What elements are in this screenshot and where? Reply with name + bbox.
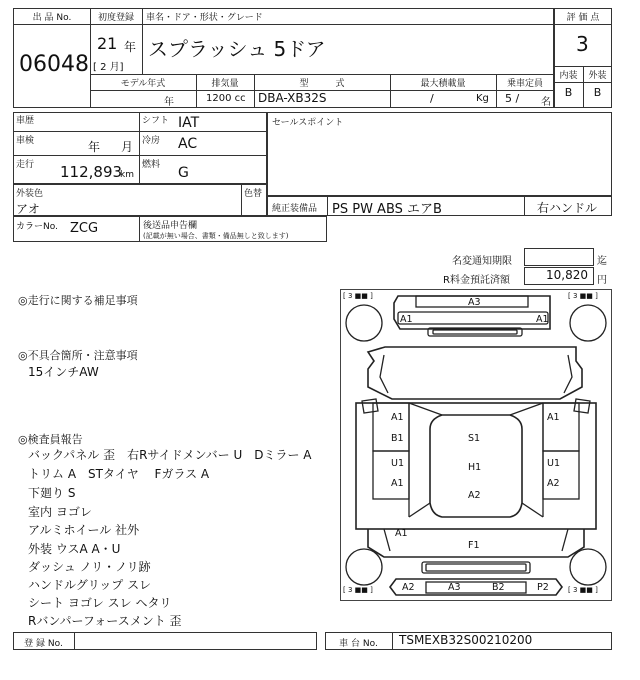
ac-label: 冷房 bbox=[142, 136, 161, 146]
mark-rear-bumper-3: B2 bbox=[492, 582, 505, 593]
capacity-value: 5 / bbox=[505, 92, 520, 105]
inspector-line: ハンドルグリップ スレ bbox=[28, 578, 152, 592]
chassis-label: 車 台 No. bbox=[339, 639, 378, 649]
corner-label-br: [ 3 ■■ ] bbox=[568, 586, 598, 594]
reg-year-unit: 年 bbox=[124, 40, 137, 54]
mark-left-front: A1 bbox=[391, 412, 404, 423]
displacement-value: 1200 cc bbox=[206, 93, 246, 104]
mark-right-rear-2: A2 bbox=[547, 478, 560, 489]
capacity-label: 乗車定員 bbox=[506, 79, 543, 89]
sales-point-label: セールスポイント bbox=[272, 118, 344, 128]
equip-label: 純正装備品 bbox=[272, 204, 318, 214]
ac-value: AC bbox=[178, 136, 198, 152]
max-load-unit: Kg bbox=[476, 93, 489, 104]
tire-front-right bbox=[570, 305, 606, 341]
deadline-label: 名変通知期限 bbox=[452, 256, 512, 267]
max-load-label: 最大積載量 bbox=[420, 79, 466, 89]
inspector-line: シート ヨゴレ スレ ヘタリ bbox=[28, 596, 172, 610]
report-note: (記載が無い場合、書類・備品無しと致します) bbox=[143, 232, 289, 240]
deadline-box bbox=[524, 248, 594, 266]
inspector-line: 下廻り S bbox=[28, 486, 76, 500]
ext-color-box bbox=[13, 184, 267, 216]
report-label: 後送品申告欄 bbox=[143, 221, 198, 231]
inspector-line: 室内 ヨゴレ bbox=[28, 505, 92, 519]
tire-rear-left bbox=[346, 549, 382, 585]
displacement-label: 排気量 bbox=[211, 79, 239, 89]
car-name: スプラッシュ 5ドア bbox=[148, 37, 326, 61]
history-label: 車歴 bbox=[16, 116, 35, 126]
fuel-value: G bbox=[178, 165, 189, 181]
max-load-value: / bbox=[430, 92, 434, 105]
ext-color-label: 外装色 bbox=[16, 189, 44, 199]
model-year-label: モデル年式 bbox=[120, 79, 166, 89]
mark-front-right: A1 bbox=[536, 314, 549, 325]
mark-right-rear: U1 bbox=[547, 458, 560, 469]
inspection-month: 月 bbox=[121, 140, 134, 154]
mark-left-rear: U1 bbox=[391, 458, 404, 469]
distance-value: 112,893 bbox=[60, 163, 123, 181]
hood-outline bbox=[368, 347, 582, 399]
recycle-value: 10,820 bbox=[546, 268, 588, 282]
interior-label: 内装 bbox=[559, 71, 578, 81]
color-no-label: カラーNo. bbox=[16, 222, 58, 232]
corner-label-bl: [ 3 ■■ ] bbox=[343, 586, 373, 594]
repaint-label: 色替 bbox=[244, 189, 263, 199]
fuel-label: 燃料 bbox=[142, 160, 161, 170]
defects-line: 15インチAW bbox=[28, 365, 99, 379]
inspector-line: ダッシュ ノリ・ノリ跡 bbox=[28, 560, 151, 574]
tire-rear-right bbox=[570, 549, 606, 585]
first-reg-label: 初度登録 bbox=[97, 13, 134, 23]
equip-value: PS PW ABS エアB bbox=[332, 202, 442, 217]
defects-heading: ◎不具合箇所・注意事項 bbox=[18, 349, 138, 362]
mark-roof-1: S1 bbox=[468, 433, 481, 444]
mark-rear-bumper-4: P2 bbox=[537, 582, 549, 593]
front-bar bbox=[398, 312, 548, 324]
model-label: 型 式 bbox=[299, 79, 345, 89]
mark-rear-quarter: A1 bbox=[395, 528, 408, 539]
shift-label: シフト bbox=[142, 116, 170, 126]
reg-month: [ 2 月] bbox=[93, 62, 124, 73]
specs-box bbox=[13, 112, 267, 184]
mark-front-left: A1 bbox=[400, 314, 413, 325]
model-year-unit: 年 bbox=[164, 97, 174, 108]
lot-number: 06048 bbox=[19, 52, 89, 77]
model-value: DBA-XB32S bbox=[258, 91, 327, 105]
color-no-value: ZCG bbox=[70, 221, 99, 236]
exterior-grade: B bbox=[593, 86, 602, 99]
car-damage-diagram bbox=[340, 289, 612, 601]
inspection-year: 年 bbox=[88, 140, 101, 154]
mirror-right bbox=[574, 399, 590, 413]
deadline-unit: 迄 bbox=[597, 256, 607, 267]
mark-trunk: F1 bbox=[468, 540, 480, 551]
running-heading: ◎走行に関する補足事項 bbox=[18, 294, 138, 307]
corner-label-tl: [ 3 ■■ ] bbox=[343, 292, 373, 300]
corner-label-tr: [ 3 ■■ ] bbox=[568, 292, 598, 300]
tire-front-left bbox=[346, 305, 382, 341]
interior-grade: B bbox=[564, 86, 573, 99]
mirror-left bbox=[362, 399, 378, 413]
mark-front-top: A3 bbox=[468, 297, 481, 308]
capacity-unit: 名 bbox=[541, 97, 551, 108]
mark-roof-2: H1 bbox=[468, 462, 482, 473]
mark-rear-bumper-2: A3 bbox=[448, 582, 461, 593]
mark-left-front-2: B1 bbox=[391, 433, 404, 444]
recycle-label: R料金預託済額 bbox=[443, 275, 510, 286]
inspection-label: 車検 bbox=[16, 136, 35, 146]
inspector-line: アルミホイール 社外 bbox=[28, 523, 140, 537]
lot-label: 出 品 No. bbox=[32, 13, 72, 23]
reg-year: 21 bbox=[97, 34, 118, 53]
exterior-label: 外装 bbox=[588, 71, 607, 81]
mark-rear-bumper-1: A2 bbox=[402, 582, 415, 593]
mark-right-front: A1 bbox=[547, 412, 560, 423]
mark-left-rear-2: A1 bbox=[391, 478, 404, 489]
inspector-line: 外装 ウスA A・U bbox=[28, 542, 121, 556]
ext-color-value: アオ bbox=[16, 202, 40, 216]
shift-value: IAT bbox=[178, 115, 200, 131]
inspector-heading: ◎検査員報告 bbox=[18, 433, 83, 446]
reg-no-label: 登 録 No. bbox=[24, 639, 63, 649]
recycle-unit: 円 bbox=[597, 275, 607, 286]
distance-label: 走行 bbox=[16, 160, 35, 170]
mark-roof-3: A2 bbox=[468, 490, 481, 501]
inspector-line: トリム A STタイヤ Fガラス A bbox=[28, 467, 210, 481]
chassis-value: TSMEXB32S00210200 bbox=[399, 633, 533, 647]
distance-unit: km bbox=[120, 170, 134, 180]
score-label: 評 価 点 bbox=[566, 13, 600, 23]
steering-value: 右ハンドル bbox=[537, 201, 598, 215]
car-label: 車名・ドア・形状・グレード bbox=[146, 13, 263, 23]
inspector-line: Rバンパーフォースメント 歪 bbox=[28, 614, 182, 628]
score-value: 3 bbox=[576, 32, 589, 56]
inspector-line: バックパネル 歪 右Rサイドメンバー U Dミラー A bbox=[28, 448, 312, 462]
